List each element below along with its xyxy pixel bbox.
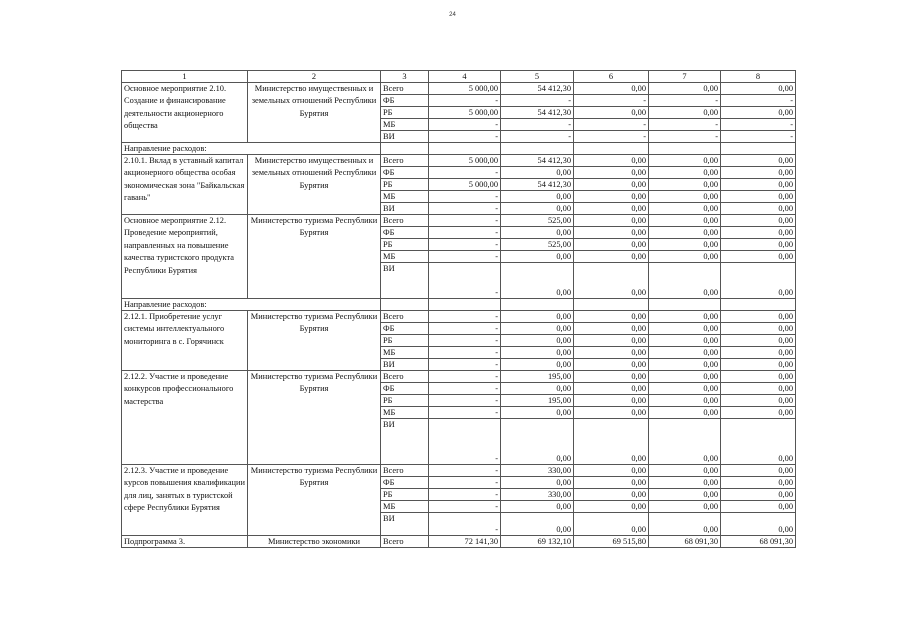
amount-cell: 0,00 [721,323,796,335]
funding-source: МБ [381,347,429,359]
amount-cell: 0,00 [649,383,721,395]
funding-source: РБ [381,107,429,119]
empty-cell [649,143,721,155]
amount-cell: 0,00 [721,251,796,263]
amount-cell: 0,00 [501,251,574,263]
amount-cell: - [429,311,501,323]
amount-cell: - [429,131,501,143]
amount-cell: - [649,119,721,131]
funding-source: РБ [381,179,429,191]
amount-cell: 0,00 [721,347,796,359]
funding-source: ФБ [381,167,429,179]
amount-cell: 0,00 [721,83,796,95]
amount-cell: 0,00 [721,477,796,489]
section-row [122,299,796,311]
amount-cell: 0,00 [574,83,649,95]
amount-cell: - [429,119,501,131]
amount-cell: 0,00 [649,359,721,371]
empty-cell [574,143,649,155]
amount-cell: 0,00 [721,107,796,119]
amount-cell: 0,00 [501,263,574,299]
budget-table [121,70,796,548]
funding-source: ВИ [381,263,429,299]
funding-source: ФБ [381,383,429,395]
amount-cell: 0,00 [574,501,649,513]
amount-cell: 0,00 [721,179,796,191]
amount-cell: - [429,335,501,347]
table-row [122,215,796,227]
column-header: 1 [122,71,248,83]
responsible-org: Министерство имущественных и земельных отношений Республики Бурятия [248,83,381,143]
amount-cell: 0,00 [574,155,649,167]
amount-cell: 0,00 [649,239,721,251]
amount-cell: 0,00 [721,395,796,407]
amount-cell: 0,00 [501,311,574,323]
amount-cell: 0,00 [649,489,721,501]
funding-source: ВИ [381,131,429,143]
empty-cell [381,143,429,155]
amount-cell: - [429,489,501,501]
amount-cell: 0,00 [574,311,649,323]
amount-cell: 0,00 [721,191,796,203]
amount-cell: 525,00 [501,239,574,251]
amount-cell: 0,00 [649,371,721,383]
amount-cell: 0,00 [574,191,649,203]
amount-cell: - [429,419,501,465]
funding-source: ФБ [381,227,429,239]
table-row [122,155,796,167]
funding-source: РБ [381,239,429,251]
amount-cell: - [429,501,501,513]
empty-cell [429,299,501,311]
amount-cell: 0,00 [574,227,649,239]
column-numbers-row [122,71,796,83]
amount-cell: 0,00 [501,501,574,513]
amount-cell: 0,00 [721,203,796,215]
amount-cell: 69 132,10 [501,536,574,548]
amount-cell: 0,00 [574,107,649,119]
direction-label: Направление расходов: [122,299,381,311]
funding-source: МБ [381,407,429,419]
amount-cell: 195,00 [501,395,574,407]
amount-cell: - [501,119,574,131]
empty-cell [574,299,649,311]
funding-source: Всего [381,83,429,95]
amount-cell: - [429,371,501,383]
amount-cell: - [429,347,501,359]
amount-cell: 0,00 [649,465,721,477]
amount-cell: 0,00 [574,215,649,227]
amount-cell: 0,00 [574,489,649,501]
amount-cell: - [429,239,501,251]
empty-cell [721,143,796,155]
funding-source: РБ [381,395,429,407]
amount-cell: 0,00 [649,155,721,167]
responsible-org: Министерство имущественных и земельных отношений Республики Бурятия [248,155,381,215]
amount-cell: 0,00 [501,335,574,347]
amount-cell: 0,00 [721,501,796,513]
funding-source: Всего [381,215,429,227]
amount-cell: - [429,477,501,489]
amount-cell: 0,00 [721,489,796,501]
amount-cell: - [429,407,501,419]
activity-name: 2.12.1. Приобретение услуг системы интеллектуального мониторинга в с. Горячинск [122,311,248,371]
amount-cell: 0,00 [721,407,796,419]
amount-cell: - [429,359,501,371]
amount-cell: 0,00 [649,215,721,227]
amount-cell: 0,00 [574,179,649,191]
amount-cell: - [501,95,574,107]
amount-cell: 0,00 [649,83,721,95]
section-row [122,143,796,155]
amount-cell: 0,00 [649,191,721,203]
amount-cell: 0,00 [501,407,574,419]
amount-cell: 0,00 [501,359,574,371]
amount-cell: - [429,95,501,107]
direction-label: Направление расходов: [122,143,381,155]
amount-cell: - [649,131,721,143]
amount-cell: 330,00 [501,465,574,477]
funding-source: РБ [381,335,429,347]
amount-cell: 0,00 [574,347,649,359]
amount-cell: 0,00 [721,227,796,239]
amount-cell: 0,00 [574,359,649,371]
column-header: 3 [381,71,429,83]
funding-source: РБ [381,489,429,501]
amount-cell: 0,00 [649,311,721,323]
empty-cell [501,143,574,155]
responsible-org: Министерство экономики [248,536,381,548]
column-header: 6 [574,71,649,83]
page-number: 24 [449,12,456,18]
amount-cell: - [429,251,501,263]
amount-cell: 0,00 [574,167,649,179]
empty-cell [381,299,429,311]
amount-cell: 0,00 [574,383,649,395]
amount-cell: 0,00 [649,395,721,407]
amount-cell: 0,00 [501,419,574,465]
amount-cell: 0,00 [721,311,796,323]
table-row [122,465,796,477]
table-body [122,71,796,548]
funding-source: ФБ [381,477,429,489]
funding-source: МБ [381,501,429,513]
amount-cell: 0,00 [501,347,574,359]
table-row [122,83,796,95]
amount-cell: - [429,203,501,215]
amount-cell: - [429,167,501,179]
responsible-org: Министерство туризма Республики Бурятия [248,465,381,536]
amount-cell: 0,00 [649,513,721,536]
amount-cell: - [649,95,721,107]
amount-cell: 0,00 [574,477,649,489]
amount-cell: 0,00 [574,465,649,477]
funding-source: ВИ [381,203,429,215]
activity-name: Основное мероприятие 2.12. Проведение мероприятий, направленных на повышение качества туристского продукта Республики Бурятия [122,215,248,299]
amount-cell: 5 000,00 [429,107,501,119]
funding-source: Всего [381,371,429,383]
amount-cell: 0,00 [501,477,574,489]
amount-cell: 5 000,00 [429,155,501,167]
amount-cell: 54 412,30 [501,83,574,95]
amount-cell: - [429,215,501,227]
amount-cell: - [429,513,501,536]
amount-cell: - [721,131,796,143]
amount-cell: 0,00 [649,227,721,239]
amount-cell: 0,00 [501,227,574,239]
amount-cell: 0,00 [501,191,574,203]
amount-cell: 0,00 [649,407,721,419]
amount-cell: 0,00 [501,323,574,335]
amount-cell: 0,00 [574,239,649,251]
amount-cell: 5 000,00 [429,83,501,95]
funding-source: Всего [381,155,429,167]
amount-cell: 0,00 [574,407,649,419]
subprogram-row [122,536,796,548]
amount-cell: 0,00 [721,155,796,167]
amount-cell: 0,00 [649,251,721,263]
amount-cell: 0,00 [721,419,796,465]
amount-cell: 0,00 [574,323,649,335]
amount-cell: - [429,395,501,407]
column-header: 7 [649,71,721,83]
funding-source: МБ [381,251,429,263]
funding-source: ФБ [381,95,429,107]
amount-cell: 0,00 [649,203,721,215]
amount-cell: 0,00 [649,419,721,465]
funding-source: Всего [381,311,429,323]
amount-cell: 54 412,30 [501,107,574,119]
funding-source: ВИ [381,513,429,536]
column-header: 4 [429,71,501,83]
funding-source: Всего [381,465,429,477]
amount-cell: 0,00 [649,335,721,347]
amount-cell: - [429,383,501,395]
amount-cell: 0,00 [574,263,649,299]
empty-cell [501,299,574,311]
activity-name: 2.10.1. Вклад в уставный капитал акционерного общества особая экономическая зона "Байкальская гавань" [122,155,248,215]
funding-source: Всего [381,536,429,548]
amount-cell: 0,00 [721,465,796,477]
amount-cell: 0,00 [649,107,721,119]
amount-cell: - [429,263,501,299]
amount-cell: 0,00 [649,263,721,299]
column-header: 5 [501,71,574,83]
amount-cell: 0,00 [574,251,649,263]
subprogram-name: Подпрограмма 3. [122,536,248,548]
amount-cell: 0,00 [721,371,796,383]
funding-source: ВИ [381,359,429,371]
amount-cell: 0,00 [649,167,721,179]
empty-cell [429,143,501,155]
amount-cell: 0,00 [721,263,796,299]
column-header: 8 [721,71,796,83]
amount-cell: - [429,191,501,203]
responsible-org: Министерство туризма Республики Бурятия [248,371,381,465]
amount-cell: 69 515,80 [574,536,649,548]
amount-cell: 0,00 [501,383,574,395]
column-header: 2 [248,71,381,83]
amount-cell: 0,00 [649,179,721,191]
amount-cell: 0,00 [649,323,721,335]
activity-name: 2.12.2. Участие и проведение конкурсов профессионального мастерства [122,371,248,465]
amount-cell: 0,00 [574,395,649,407]
amount-cell: 0,00 [721,383,796,395]
activity-name: 2.12.3. Участие и проведение курсов повышения квалификации для лиц, занятых в туристской сфере Республики Бурятия [122,465,248,536]
amount-cell: 0,00 [501,203,574,215]
amount-cell: 0,00 [501,167,574,179]
amount-cell: 68 091,30 [649,536,721,548]
amount-cell: 0,00 [574,513,649,536]
amount-cell: - [574,119,649,131]
amount-cell: - [429,323,501,335]
amount-cell: 54 412,30 [501,155,574,167]
table-row [122,371,796,383]
funding-source: ВИ [381,419,429,465]
amount-cell: 0,00 [574,335,649,347]
amount-cell: 0,00 [501,513,574,536]
amount-cell: 0,00 [721,215,796,227]
responsible-org: Министерство туризма Республики Бурятия [248,311,381,371]
amount-cell: 0,00 [649,501,721,513]
amount-cell: - [429,465,501,477]
amount-cell: 0,00 [649,477,721,489]
amount-cell: - [429,227,501,239]
amount-cell: 0,00 [574,419,649,465]
amount-cell: - [721,119,796,131]
funding-source: МБ [381,191,429,203]
funding-source: ФБ [381,323,429,335]
funding-source: МБ [381,119,429,131]
amount-cell: 0,00 [574,371,649,383]
amount-cell: - [501,131,574,143]
empty-cell [721,299,796,311]
amount-cell: 525,00 [501,215,574,227]
amount-cell: 5 000,00 [429,179,501,191]
amount-cell: - [574,131,649,143]
amount-cell: 0,00 [721,167,796,179]
amount-cell: 0,00 [721,335,796,347]
amount-cell: 68 091,30 [721,536,796,548]
table-row [122,311,796,323]
amount-cell: 195,00 [501,371,574,383]
amount-cell: 330,00 [501,489,574,501]
amount-cell: 0,00 [574,203,649,215]
activity-name: Основное мероприятие 2.10. Создание и финансирование деятельности акционерного общества [122,83,248,143]
amount-cell: 54 412,30 [501,179,574,191]
amount-cell: - [721,95,796,107]
empty-cell [649,299,721,311]
amount-cell: 0,00 [721,239,796,251]
responsible-org: Министерство туризма Республики Бурятия [248,215,381,299]
amount-cell: 0,00 [649,347,721,359]
amount-cell: 0,00 [721,359,796,371]
amount-cell: 0,00 [721,513,796,536]
amount-cell: 72 141,30 [429,536,501,548]
amount-cell: - [574,95,649,107]
